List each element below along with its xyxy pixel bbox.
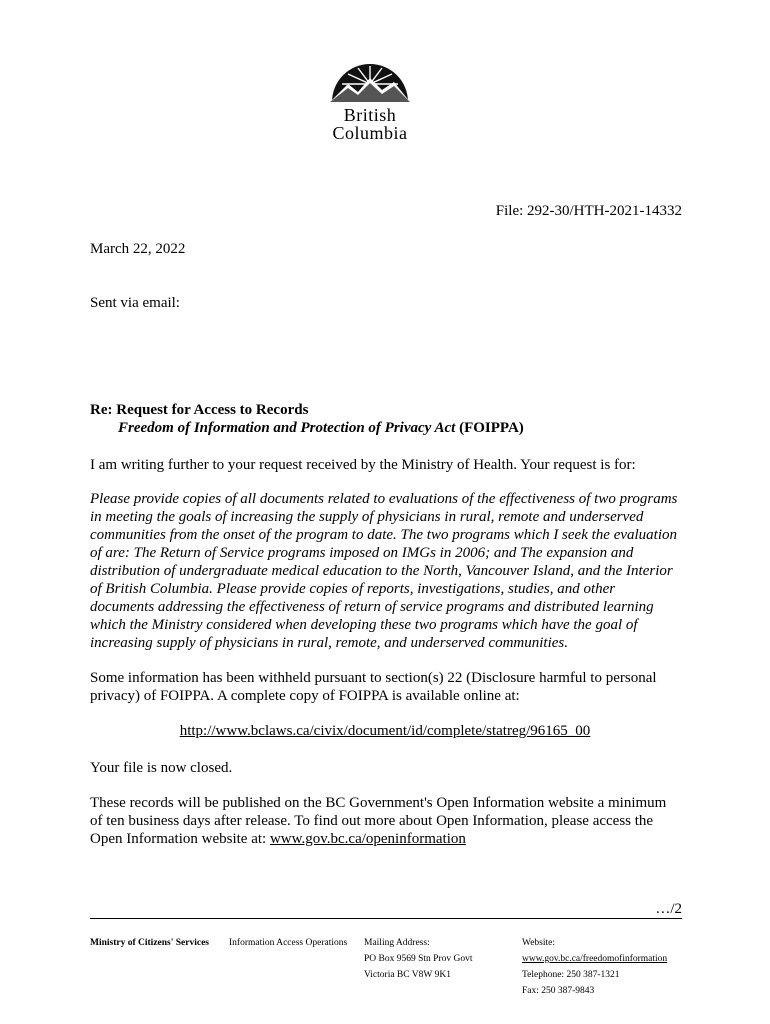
logo-text-columbia: Columbia	[332, 123, 408, 143]
footer-ministry: Ministry of Citizens' Services	[90, 938, 209, 948]
sent-via-email: Sent via email:	[90, 295, 180, 311]
open-information-link[interactable]: www.gov.bc.ca/openinformation	[269, 831, 466, 847]
subject-line: Re: Request for Access to Records	[90, 402, 309, 418]
withheld-paragraph: Some information has been withheld pursuant to section(s) 22 (Disclosure harmful to personal privacy) of FOIPPA. A complete copy of FOIPPA is available online at:	[90, 670, 657, 704]
mailing-line-1: PO Box 9569 Stn Prov Govt	[364, 954, 473, 964]
letter-date: March 22, 2022	[90, 241, 186, 257]
website-link[interactable]: www.gov.bc.ca/freedomofinformation	[522, 954, 668, 964]
bc-logo	[310, 44, 430, 148]
fax: Fax: 250 387-9843	[522, 986, 595, 996]
intro-paragraph: I am writing further to your request received by the Ministry of Health. Your request is for:	[90, 457, 636, 473]
sun-mountains-icon	[310, 44, 430, 104]
footer-contact	[522, 935, 667, 999]
file-number: File: 292-30/HTH-2021-14332	[495, 203, 682, 219]
telephone: Telephone: 250 387-1321	[522, 970, 620, 980]
logo-text-british: British	[343, 105, 397, 125]
publish-paragraph	[90, 794, 682, 848]
foippa-link[interactable]: http://www.bclaws.ca/civix/document/id/complete/statreg/96165_00	[179, 723, 591, 739]
act-name: Freedom of Information and Protection of Privacy Act	[118, 420, 456, 436]
act-abbrev: (FOIPPA)	[455, 420, 524, 436]
act-title	[118, 420, 524, 437]
footer-operations: Information Access Operations	[229, 938, 348, 948]
website-label: Website:	[522, 938, 556, 948]
foippa-link-row	[0, 722, 770, 740]
footer-mailing	[364, 935, 472, 983]
page-marker: …/2	[655, 901, 682, 917]
closed-paragraph: Your file is now closed.	[90, 760, 233, 776]
publish-text: These records will be published on the BC Government's Open Information website a minimum of ten business days after release. To find out more about Open Information, please access the Open Information website at:	[90, 795, 667, 847]
mailing-line-2: Victoria BC V8W 9K1	[364, 970, 451, 980]
request-text: Please provide copies of all documents related to evaluations of the effectiveness of two programs in meeting the goals of increasing the supply of physicians in rural, remote and underserved communities from the onset of the program to date. The two programs which I seek the evaluation of are: The Return of Service programs imposed on IMGs in 2006; and The expansion and distribution of undergraduate medical education to the North, Vancouver Island, and the Interior of British Columbia. Please provide copies of reports, investigations, studies, and other documents addressing the effectiveness of return of service programs and distributed learning which the Ministry considered when developing these two programs which have the goal of increasing supply of physicians in rural, remote, and underserved communities.	[90, 491, 678, 651]
footer-divider	[90, 918, 682, 919]
mailing-label: Mailing Address:	[364, 938, 430, 948]
